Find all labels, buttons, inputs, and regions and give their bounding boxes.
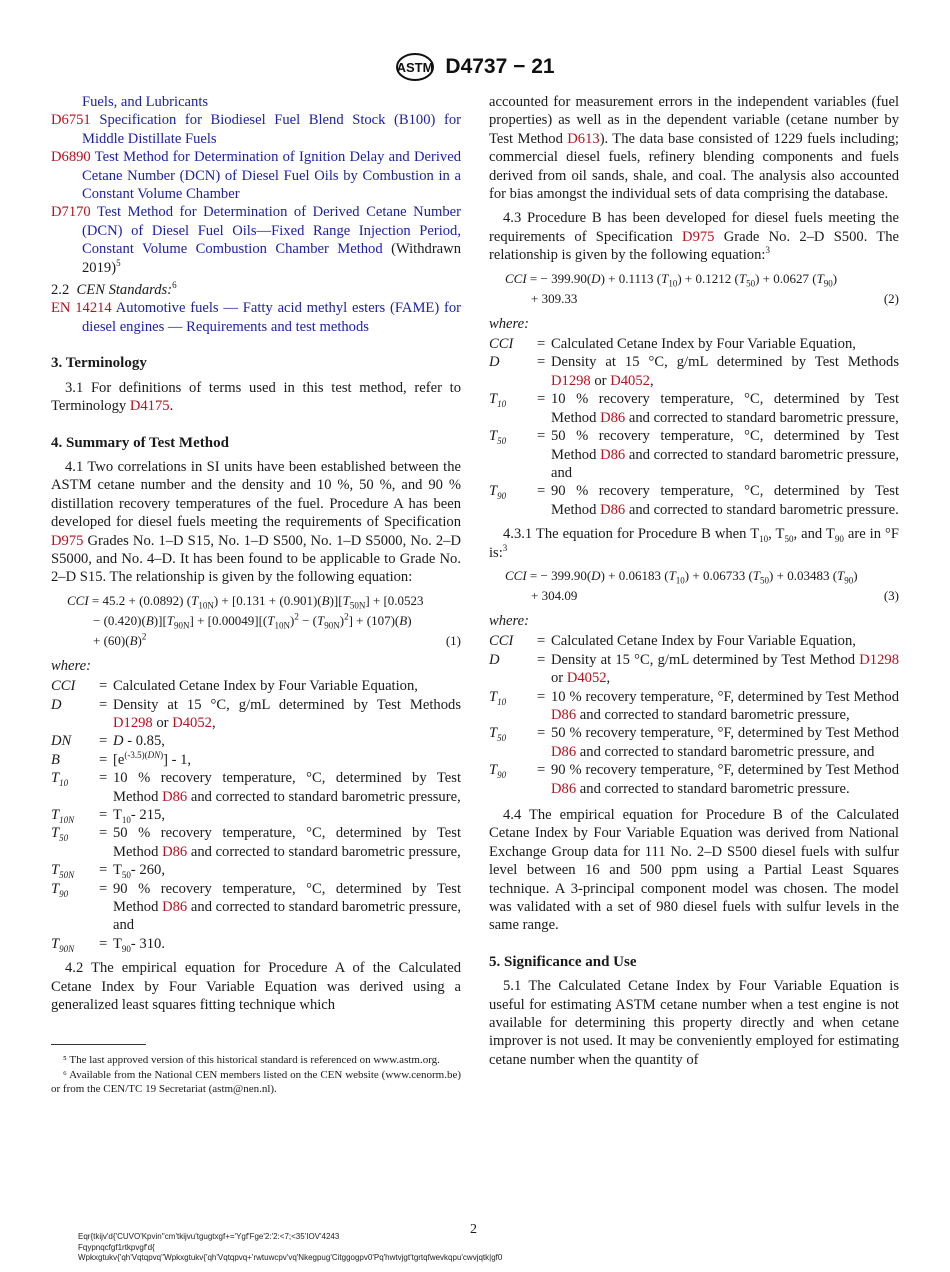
ref-link[interactable]: D4052 [172,714,212,731]
astm-logo-icon [395,52,435,82]
text: 90 % recovery temperature, °F, determined by Test Method [551,762,899,779]
reference-d6890 [51,148,461,203]
ref-link[interactable]: D86 [162,788,188,805]
right-column [489,93,899,1069]
definition: $T_{50}-$ 260, [113,862,165,881]
cen-standards-heading [51,281,461,299]
symbol: $T_{10}$ [51,770,69,789]
definition: $[e^{(-3.5)(DN)}] - 1$, [113,749,192,768]
text: and corrected to standard barometric pressure. [576,780,850,797]
definition [113,696,461,733]
symbol: CCI [51,678,76,695]
reference-en14214 [51,299,461,336]
text: Density at 15 °C, g/mL determined by Test Methods [113,696,461,713]
stamp-line: Wpkxgtukv{'qh'Vqtqpvq''Wpkxgtukv{'qh'Vqtqpvq+'rwtuwcpv'vq'Nkegpug'Citggogpv0'Pq'hwtvjgt'tgrtqfwevkqpu'cwvjqtk|gf0 [78,1253,503,1262]
ref-title[interactable]: Automotive fuels — Fatty acid methyl esters (FAME) for diesel engines — Requirements and test methods [82,300,462,335]
ref-title[interactable]: Test Method for Determination of Ignition Delay and Derived Cetane Number (DCN) of Diesel Fuel Oils by Combustion in a Constant Volume Chamber [82,149,461,203]
text: and corrected to standard barometric pressure, [187,843,461,860]
symbol: $T_{90}$ [489,762,507,781]
definitions-list-a: CCI = Calculated Cetane Index by Four Variable Equation, D = Density at 15 °C, g/mL determined by Test Methods D1298 or D4052, DN = D - 0.85, B = $[e^{(-3.5)(DN)}] - 1$, $T_{10}$ = 10 % recovery temperature, °C, determined by Test Method D86 and corrected to standard barometric pressure, $T_{10N}$ = $T_{10}-$ 215, $T_{50}$ = 50 % recovery temperature, °C, determined by Test Method D86 and corrected to standard barometric pressure, $T_{50N}$ = $T_{50}-$ 260, $T_{90}$ = 90 % recovery temperature, °C, determined by Test Method D86 and corrected to standard barometric pressure, and $T_{90N}$ = $T_{90}-$ 310. [51,678,461,954]
ref-link[interactable]: D6890 [51,149,91,166]
symbol: $T_{10}$ [489,391,507,410]
text: and corrected to standard barometric pressure, [576,706,850,723]
text: and corrected to standard barometric pressure, [187,788,461,805]
text: Grade No. 2–D S500. The relationship is given by the following equation: [489,228,900,264]
page-number: 2 [470,1222,477,1237]
definition: $T_{10}-$ 215, [113,807,165,825]
text: or [152,714,173,731]
ref-link[interactable]: D613 [567,130,600,147]
document-id: D4737 − 21 [445,55,555,78]
equation-3: CCI = − 399.90(D) + 0.06183 $(T_{10}) + 0.06733$ $(T_{50}) + 0.03483$ $(T_{90})$ + 304.09 (3) [489,566,899,606]
definition: $T_{90}-$ 310. [113,935,165,954]
symbol: CCI [489,336,514,353]
section-3-title: 3. Terminology [51,355,147,372]
ref-link[interactable]: D4052 [566,670,607,687]
paragraph-5-1: 5.1 The Calculated Cetane Index by Four Variable Equation is useful for estimating ASTM cetane number when a test engine is not available for determining this property directly and when cetane improver is not used. It may be conveniently employed for estimating cetane number when the quantity of [489,978,899,1068]
definition [551,688,899,725]
symbol: $T_{10}$ [489,688,507,707]
definitions-list-c: CCI = Calculated Cetane Index by Four Variable Equation, D = Density at 15 °C, g/mL determined by Test Method D1298 or D4052, $T_{10}$ = 10 % recovery temperature, °F, determined by Test Method D86 and corrected to standard barometric pressure, $T_{50}$ = 50 % recovery temperature, °F, determined by Test Method D86 and corrected to standard barometric pressure, and $T_{90}$ = 90 % recovery temperature, °F, determined by Test Method D86 and corrected to standard barometric pressure. [489,633,899,797]
footnote-ref[interactable]: 3 [765,245,770,256]
reference-d7170 [51,203,461,277]
text: and corrected to standard barometric pressure, [625,409,899,426]
ref-link[interactable]: D6751 [51,112,91,129]
text: , [649,372,654,389]
equation-1: CCI = 45.2 + (0.0892) $(T_{10N}) + [0.131 + (0.901)(B)][T_{50N}] + [0.0523$ − $(0.420)(B)][T_{90N}] + [0.00049][(T_{10N})^2 - (T_{90N})^2] + (107)(B)$ + $(60)(B)^2$ (1) [51,591,461,651]
text: 4.1 Two correlations in SI units have been established between the ASTM cetane number and the density and 10 %, 50 %, and 90 % distillation recovery temperatures of the fuel. Procedure A has been developed for diesel fuels meeting the requirements of Specification [51,458,461,531]
stamp-line: Eqr{tkijv'd{'CUVO'Kpvin''cm'tkijvu'tgugtxgf+='Ygf'Fge'2:'2:<7;<35'IOV'4243 [78,1232,340,1241]
where-label: where: [489,612,529,629]
ref-link[interactable]: D86 [551,780,577,797]
footnote-divider [51,1044,146,1045]
where-label: where: [489,315,529,332]
reference-continuation: Fuels, and Lubricants [82,94,209,110]
section-number: 2.2 [51,282,70,299]
equation-line: + 304.09 [531,587,578,603]
ref-link[interactable]: D975 [51,532,84,549]
symbol: $T_{50}$ [51,825,69,844]
text: and corrected to standard barometric pressure. [625,501,899,518]
footnote-5: ⁵ The last approved version of this historical standard is referenced on www.astm.org. [63,1054,440,1067]
ref-link[interactable]: D86 [551,706,577,723]
text: or [551,670,567,687]
text: Density at 15 °C, g/mL determined by Test Method [551,651,860,668]
paragraph-3-1 [51,379,461,416]
text: 4.3 Procedure B has been developed for diesel fuels meeting the requirements of Specification [489,210,899,245]
text: , T [768,526,785,543]
license-stamp [78,1232,502,1264]
text: 90 % recovery temperature, °C, determined by Test Method [113,880,461,916]
text: and corrected to standard barometric pressure, and [113,899,461,934]
text: and corrected to standard barometric pressure, and [551,446,899,481]
symbol: D [51,696,62,713]
text: , and T [793,526,835,543]
ref-title[interactable]: Test Method for Determination of Derived Cetane Number (DCN) of Diesel Fuel Oils—Fixed Range Injection Period, Constant Volume Combustion Chamber Method [82,204,461,258]
text: 10 % recovery temperature, °F, determined by Test Method [551,688,899,705]
footnote-ref[interactable]: 3 [502,542,508,553]
symbol: D [489,354,500,371]
equation-number: (2) [883,290,899,306]
text: Grades No. 1–D S15, No. 1–D S500, No. 1–D S5000, No. 2–D S5000, and No. 4–D. It has been found to be applicable to Grade No. 2–D S15. The relationship is given by the following equation: [51,532,461,586]
ref-link[interactable]: D975 [682,228,715,245]
definition [551,427,899,482]
text: , [606,670,611,687]
symbol: D [489,651,500,668]
ref-link[interactable]: D86 [162,843,188,860]
ref-link[interactable]: D4052 [610,372,650,389]
cen-label: CEN Standards: [76,282,173,299]
svg-text:ASTM: ASTM [396,60,434,75]
symbol: $T_{90}$ [51,880,69,899]
definition [113,769,461,806]
definition: D - 0.85, [113,733,165,750]
text: , [211,714,216,731]
page-header [0,52,950,82]
paragraph-4-2: 4.2 The empirical equation for Procedure A of the Calculated Cetane Index by Four Variable Equation was derived using a generalized least squares fitting technique which [51,960,461,1014]
footnote-ref[interactable]: 6 [172,280,177,291]
paragraph-4-4: 4.4 The empirical equation for Procedure B of the Calculated Cetane Index by Four Variable Equation was derived from National Exchange Group data for 111 No. 2–D S500 diesel fuels with sulfur level between 16 and 500 ppm using a Partial Least Squares technique. A 3-principal component model was chosen. The model was validated with a set of 980 diesel fuels with sulfur levels in the same range. [489,807,899,934]
ref-link[interactable]: D4175 [129,398,170,415]
text: 3.1 For definitions of terms used in this test method, refer to Terminology [51,379,461,415]
definition [551,482,899,519]
symbol: B [51,751,60,768]
left-column [51,93,461,1097]
text: 50 % recovery temperature, °C, determined by Test Method [113,825,461,860]
equation-line: + 309.33 [531,290,578,306]
paragraph-4-3-1: 4.3.1 The equation for Procedure B when $T_{10}$, $T_{50}$, and $T_{90}$ are in °F is:$^3$ [489,526,899,561]
paragraph-4-2-continued [489,93,899,203]
definition: Calculated Cetane Index by Four Variable Equation, [551,633,856,650]
section-5-title: 5. Significance and Use [489,953,637,970]
definition [551,761,899,798]
ref-link[interactable]: D1298 [859,651,899,668]
withdrawn-note: (Withdrawn 2019) [82,241,461,276]
definition: Calculated Cetane Index by Four Variable Equation, [113,678,418,695]
paragraph-4-1 [51,458,461,587]
ref-link[interactable]: D1298 [113,714,153,731]
text: accounted for measurement errors in the independent variables (fuel properties) as well as in the dependent variable (cetane number by Test Method [489,94,899,147]
text: Density at 15 °C, g/mL determined by Test Methods [551,354,899,371]
symbol: $T_{50N}$ [51,862,75,881]
equation-number: (3) [883,587,899,603]
equation-number: (1) [445,632,461,648]
symbol: $T_{10N}$ [51,807,75,825]
symbol: $T_{90}$ [489,483,507,502]
text: 90 % recovery temperature, °C, determined by Test Method [551,483,899,518]
definition [551,651,899,688]
definition [551,390,899,427]
text: 50 % recovery temperature, °F, determined by Test Method [551,725,899,742]
definition: Calculated Cetane Index by Four Variable Equation, [551,336,856,353]
symbol: $T_{90N}$ [51,935,75,954]
stamp-line: Fqypnqcfgf1rtkpvgf'd{ [78,1242,155,1252]
paragraph-4-3 [489,209,899,264]
text: 10 % recovery temperature, °C, determined by Test Method [551,391,899,426]
symbol: DN [51,733,72,750]
text: and corrected to standard barometric pressure, and [576,743,875,760]
text: 10 % recovery temperature, °C, determined by Test Method [113,770,461,805]
ref-link[interactable]: EN 14214 [51,300,112,317]
ref-link[interactable]: D86 [600,446,626,463]
definition [113,880,461,935]
ref-link[interactable]: D86 [162,899,188,916]
footnote-6: ⁶ Available from the National CEN members listed on the CEN website (www.cenorm.be) or from the CEN/TC 19 Secretariat (astm@nen.nl). [51,1068,461,1096]
text: are in °F is: [489,526,899,561]
ref-link[interactable]: D86 [551,743,577,760]
symbol: CCI [489,633,514,650]
ref-link[interactable]: D86 [600,409,626,426]
text: or [590,372,611,389]
ref-title[interactable]: Specification for Biodiesel Fuel Blend Stock (B100) for Middle Distillate Fuels [82,112,461,147]
text: . [169,398,174,415]
symbol: $T_{50}$ [489,428,507,446]
symbol: $T_{50}$ [489,725,507,744]
equation-2: CCI = − 399.90(D) + 0.1113 $(T_{10}) + 0.1212$ $(T_{50}) + 0.0627$ $(T_{90})$ + 309.33 (2) [489,269,899,309]
definitions-list-b: CCI = Calculated Cetane Index by Four Variable Equation, D = Density at 15 °C, g/mL determined by Test Methods D1298 or D4052, $T_{10}$ = 10 % recovery temperature, °C, determined by Test Method D86 and corrected to standard barometric pressure, $T_{50}$ = 50 % recovery temperature, °C, determined by Test Method D86 and corrected to standard barometric pressure, and $T_{90}$ = 90 % recovery temperature, °C, determined by Test Method D86 and corrected to standard barometric pressure. [489,336,899,518]
text: 4.3.1 The equation for Procedure B when T [503,526,760,543]
where-label: where: [51,657,91,674]
text: 50 % recovery temperature, °C, determined by Test Method [551,428,899,463]
ref-link[interactable]: D7170 [51,204,91,221]
section-4-title: 4. Summary of Test Method [51,434,229,451]
definition [113,824,461,861]
text: ). The data base consisted of 1229 fuels including; commercial diesel fuels, refinery blending components and fuels derived from oil sands, shale, and coal. The analysis also accounted for bias amongst the individual sets of data comprising the database. [489,130,899,203]
definition [551,724,899,761]
footnote-ref[interactable]: 5 [116,257,121,268]
reference-d6751 [51,111,461,148]
definition [551,353,899,390]
ref-link[interactable]: D86 [600,501,626,518]
ref-link[interactable]: D1298 [551,372,591,389]
